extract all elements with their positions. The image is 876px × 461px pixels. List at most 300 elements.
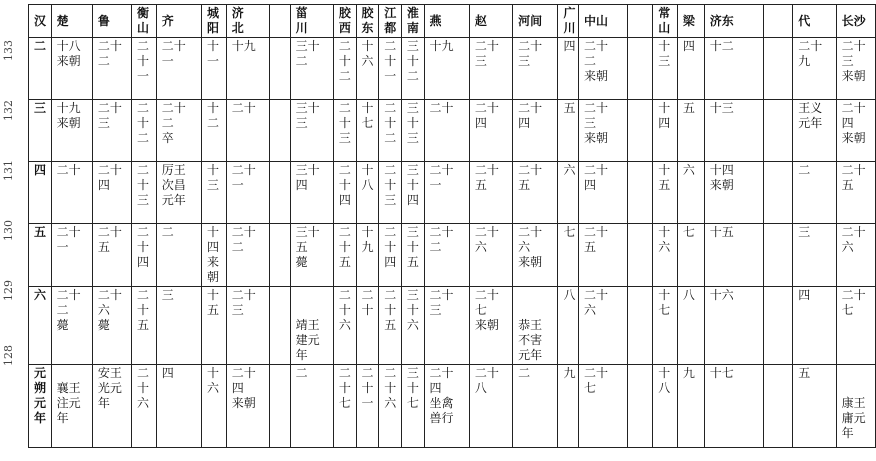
- cell-text: 十七: [709, 366, 734, 380]
- table-cell: [92, 162, 131, 224]
- cell-text: 十 八: [361, 163, 374, 192]
- column-header: [558, 5, 579, 38]
- cell-text: 十 九: [361, 225, 374, 254]
- column-header: [704, 5, 764, 38]
- table-cell: [558, 100, 579, 162]
- table-cell: [333, 38, 356, 100]
- cell-text: 二 十 三: [338, 101, 351, 145]
- table-cell: [92, 365, 131, 448]
- cell-text: 二十 五: [584, 225, 609, 254]
- year-marker: 131: [2, 160, 15, 181]
- column-header-label: 楚: [56, 13, 69, 28]
- table-cell: [764, 100, 793, 162]
- table-cell: [579, 365, 628, 448]
- table-cell: [290, 38, 333, 100]
- table-cell: [677, 162, 704, 224]
- cell-text: 三 十 四: [406, 163, 419, 207]
- cell-text: 二十 四: [584, 163, 609, 192]
- han-year-cell: [29, 162, 52, 224]
- table-cell: [92, 287, 131, 365]
- cell-text: 九: [563, 366, 576, 380]
- table-cell: [424, 38, 469, 100]
- cell-text: 二 十 二: [384, 101, 397, 145]
- table-cell: [469, 162, 512, 224]
- cell-text: 五: [563, 101, 576, 115]
- cell-text: 二十 七 来朝: [474, 288, 499, 332]
- cell-text: 三 十 六: [406, 288, 419, 332]
- table-cell: [653, 100, 678, 162]
- column-header: [29, 5, 52, 38]
- table-cell: [628, 162, 653, 224]
- cell-text: 二十 二: [97, 39, 122, 68]
- cell-text: 二十 七: [841, 288, 866, 317]
- year-marker: 128: [2, 345, 15, 366]
- table-cell: [677, 365, 704, 448]
- table-row: [29, 38, 876, 100]
- cell-text: 二十 二 薨: [56, 288, 81, 332]
- cell-text: 八: [563, 288, 576, 302]
- cell-text: 二十 一: [161, 39, 186, 68]
- table-cell: [51, 38, 92, 100]
- table-cell: [704, 365, 764, 448]
- table-cell: [424, 287, 469, 365]
- cell-text: 二 十 六: [338, 288, 351, 332]
- table-cell: [836, 365, 875, 448]
- cell-text: 二十 三 来朝: [841, 39, 866, 83]
- table-cell: [704, 100, 764, 162]
- cell-text: 七: [563, 225, 576, 239]
- cell-text: 二十 二 卒: [161, 101, 186, 145]
- table-cell: [793, 287, 836, 365]
- cell-text: 九: [682, 366, 695, 380]
- cell-text: 康王 庸元 年: [841, 396, 866, 440]
- cell-text: 二: [798, 163, 811, 177]
- cell-text: 襄王 注元 年: [56, 381, 81, 425]
- cell-text: 三十 三: [295, 101, 320, 130]
- table-cell: [290, 224, 333, 287]
- table-cell: [469, 38, 512, 100]
- table-cell: [704, 287, 764, 365]
- table-cell: [764, 38, 793, 100]
- cell-text: 四: [563, 39, 576, 53]
- cell-text: 十九: [231, 39, 256, 53]
- year-marker: 133: [2, 40, 15, 61]
- table-cell: [764, 162, 793, 224]
- table-cell: [677, 38, 704, 100]
- cell-text: 八: [682, 288, 695, 302]
- table-cell: [401, 287, 424, 365]
- table-cell: [401, 100, 424, 162]
- column-header-label: 菑 川: [295, 6, 308, 35]
- cell-text: 三: [798, 225, 811, 239]
- column-header-label: 胶 西: [338, 6, 351, 35]
- table-cell: [677, 287, 704, 365]
- table-cell: [156, 162, 201, 224]
- table-cell: [469, 287, 512, 365]
- table-cell: [379, 365, 402, 448]
- table-cell: [579, 224, 628, 287]
- column-header-label: 衡 山: [137, 6, 150, 35]
- table-cell: [653, 365, 678, 448]
- cell-text: 五: [34, 225, 47, 239]
- table-cell: [836, 162, 875, 224]
- cell-text: 十 二: [207, 101, 220, 130]
- han-year-cell: [29, 38, 52, 100]
- table-cell: [379, 38, 402, 100]
- table-cell: [513, 224, 558, 287]
- table-cell: [424, 365, 469, 448]
- cell-text: 十 五: [658, 163, 671, 192]
- table-cell: [132, 365, 157, 448]
- cell-text: 四: [161, 366, 174, 380]
- cell-text: 二十 三 来朝: [584, 101, 609, 145]
- cell-text: 二十 三: [429, 288, 454, 317]
- cell-text: 三十 五 薨: [295, 225, 320, 269]
- cell-text: 十六: [709, 288, 734, 302]
- cell-text: 恭王 不害 元年: [518, 318, 543, 362]
- table-cell: [333, 287, 356, 365]
- table-cell: [156, 100, 201, 162]
- cell-text: 十 六: [658, 225, 671, 254]
- cell-text: 二十 六: [474, 225, 499, 254]
- cell-text: 二十 四 来朝: [231, 366, 256, 410]
- cell-text: 二十 四: [518, 101, 543, 130]
- cell-text: 二: [518, 366, 531, 380]
- cell-text: 二 十 二: [137, 101, 150, 145]
- table-cell: [226, 38, 269, 100]
- cell-text: 十四 来朝: [709, 163, 734, 192]
- table-cell: [290, 100, 333, 162]
- cell-text: 二 十 一: [137, 39, 150, 83]
- cell-text: 元 朔 元 年: [34, 366, 47, 425]
- table-cell: [356, 287, 379, 365]
- column-header: [469, 5, 512, 38]
- table-cell: [51, 287, 92, 365]
- cell-text: 六: [682, 163, 695, 177]
- table-cell: [469, 224, 512, 287]
- column-header-label: 常 山: [658, 6, 671, 35]
- table-cell: [270, 224, 291, 287]
- table-cell: [628, 224, 653, 287]
- year-column: [0, 0, 28, 461]
- table-cell: [226, 162, 269, 224]
- table-cell: [513, 38, 558, 100]
- table-cell: [793, 100, 836, 162]
- table-cell: [270, 38, 291, 100]
- cell-text: 五: [682, 101, 695, 115]
- table-cell: [202, 100, 227, 162]
- column-header-label: 梁: [682, 13, 695, 28]
- table-cell: [558, 287, 579, 365]
- cell-text: 六: [34, 288, 47, 302]
- table-cell: [92, 100, 131, 162]
- column-header: [92, 5, 131, 38]
- table-row: [29, 162, 876, 224]
- cell-text: 二十: [429, 101, 454, 115]
- table-cell: [51, 100, 92, 162]
- cell-text: 二 十 六: [137, 366, 150, 410]
- column-header: [764, 5, 793, 38]
- cell-text: 十 七: [361, 101, 374, 130]
- table-cell: [704, 162, 764, 224]
- table-cell: [628, 100, 653, 162]
- table-cell: [793, 224, 836, 287]
- cell-text: 十 六: [207, 366, 220, 395]
- table-cell: [51, 224, 92, 287]
- table-cell: [132, 38, 157, 100]
- cell-text: 十 三: [658, 39, 671, 68]
- chronology-table: [28, 4, 876, 448]
- table-cell: [333, 100, 356, 162]
- cell-text: 二 十 四: [137, 225, 150, 269]
- cell-text: 二十 五: [474, 163, 499, 192]
- table-cell: [401, 38, 424, 100]
- column-header-label: 胶 东: [361, 6, 374, 35]
- table-cell: [226, 287, 269, 365]
- cell-text: 二 十 六: [384, 366, 397, 410]
- column-header-label: 鲁: [97, 13, 110, 28]
- table-cell: [290, 365, 333, 448]
- table-cell: [270, 162, 291, 224]
- cell-text: 二十 七: [584, 366, 609, 395]
- table-cell: [653, 162, 678, 224]
- column-header: [290, 5, 333, 38]
- column-header: [401, 5, 424, 38]
- column-header: [156, 5, 201, 38]
- table-cell: [704, 224, 764, 287]
- cell-text: 二: [295, 366, 308, 380]
- cell-text: 二十 六: [584, 288, 609, 317]
- year-marker: 130: [2, 220, 15, 241]
- cell-text: 二十 二 来朝: [584, 39, 609, 83]
- column-header-label: 城 阳: [207, 6, 220, 35]
- table-cell: [333, 162, 356, 224]
- table-cell: [92, 224, 131, 287]
- table-row: [29, 365, 876, 448]
- cell-text: 二 十 五: [338, 225, 351, 269]
- table-cell: [202, 162, 227, 224]
- cell-text: 二 十 四: [338, 163, 351, 207]
- cell-text: 三 十 五: [406, 225, 419, 269]
- table-cell: [356, 38, 379, 100]
- table-cell: [579, 287, 628, 365]
- cell-text: 四: [34, 163, 47, 177]
- table-cell: [356, 100, 379, 162]
- table-cell: [793, 365, 836, 448]
- table-cell: [558, 38, 579, 100]
- table-cell: [290, 162, 333, 224]
- table-cell: [290, 287, 333, 365]
- cell-text: 十二: [709, 39, 734, 53]
- table-cell: [379, 287, 402, 365]
- cell-text: 二: [161, 225, 174, 239]
- table-cell: [764, 365, 793, 448]
- table-cell: [513, 287, 558, 365]
- cell-text: 十九 来朝: [56, 101, 81, 130]
- column-header-label: 淮 南: [406, 6, 419, 35]
- table-cell: [226, 365, 269, 448]
- cell-text: 二十 九: [798, 39, 823, 68]
- cell-text: 二十 二: [231, 225, 256, 254]
- table-cell: [704, 38, 764, 100]
- column-header: [333, 5, 356, 38]
- cell-text: 二十 一: [231, 163, 256, 192]
- cell-text: 二十 三: [97, 101, 122, 130]
- column-header-label: 江 都: [384, 6, 397, 35]
- column-header: [628, 5, 653, 38]
- table-cell: [836, 100, 875, 162]
- table-row: [29, 287, 876, 365]
- cell-text: 二 十 一: [361, 366, 374, 410]
- cell-text: 二十 六 薨: [97, 288, 122, 332]
- cell-text: 十 四 来 朝: [207, 225, 220, 284]
- column-header-label: 济东: [709, 13, 734, 28]
- table-cell: [202, 287, 227, 365]
- han-year-cell: [29, 100, 52, 162]
- year-marker: 132: [2, 100, 15, 121]
- cell-text: 三 十 三: [406, 101, 419, 145]
- table-cell: [226, 100, 269, 162]
- table-cell: [333, 224, 356, 287]
- table-cell: [333, 365, 356, 448]
- cell-text: 三: [161, 288, 174, 302]
- cell-text: 十 七: [658, 288, 671, 317]
- cell-text: 十 六: [361, 39, 374, 68]
- cell-text: 二十 三: [231, 288, 256, 317]
- table-cell: [579, 162, 628, 224]
- column-header: [836, 5, 875, 38]
- cell-text: 二 十 三: [384, 163, 397, 207]
- cell-text: 二 十 七: [338, 366, 351, 410]
- cell-text: 二十 五: [518, 163, 543, 192]
- table-row: [29, 100, 876, 162]
- han-year-cell: [29, 365, 52, 448]
- han-year-cell: [29, 224, 52, 287]
- table-cell: [356, 162, 379, 224]
- cell-text: 十 四: [658, 101, 671, 130]
- table-cell: [793, 38, 836, 100]
- table-cell: [156, 287, 201, 365]
- table-cell: [558, 224, 579, 287]
- table-cell: [270, 100, 291, 162]
- table-cell: [156, 38, 201, 100]
- table-cell: [836, 38, 875, 100]
- column-header: [202, 5, 227, 38]
- cell-text: 二十: [231, 101, 256, 115]
- table-cell: [677, 100, 704, 162]
- cell-text: 二: [34, 39, 47, 53]
- cell-text: 二十 四 坐禽 兽行: [429, 366, 454, 425]
- cell-text: 三十 二: [295, 39, 320, 68]
- cell-text: 二十 六 来朝: [518, 225, 543, 269]
- table-cell: [836, 287, 875, 365]
- cell-text: 十三: [709, 101, 734, 115]
- cell-text: 五: [798, 366, 811, 380]
- table-cell: [156, 224, 201, 287]
- cell-text: 二 十 五: [137, 288, 150, 332]
- column-header: [793, 5, 836, 38]
- column-header: [51, 5, 92, 38]
- column-header-label: 中山: [584, 13, 609, 28]
- column-header: [424, 5, 469, 38]
- cell-text: 二十 一: [429, 163, 454, 192]
- table-cell: [764, 224, 793, 287]
- table-cell: [132, 224, 157, 287]
- cell-text: 二十 五: [841, 163, 866, 192]
- column-header-label: 赵: [474, 13, 487, 28]
- table-cell: [764, 287, 793, 365]
- table-cell: [653, 224, 678, 287]
- cell-text: 二十 一: [56, 225, 81, 254]
- column-header: [653, 5, 678, 38]
- column-header: [513, 5, 558, 38]
- column-header-label: 燕: [429, 13, 442, 28]
- cell-text: 十八 来朝: [56, 39, 81, 68]
- table-cell: [579, 38, 628, 100]
- cell-text: 十五: [709, 225, 734, 239]
- table-cell: [51, 162, 92, 224]
- table-cell: [653, 38, 678, 100]
- cell-text: 二十 三: [518, 39, 543, 68]
- cell-text: 二十 四: [474, 101, 499, 130]
- column-header-label: 齐: [161, 13, 174, 28]
- cell-text: 十九: [429, 39, 454, 53]
- table-cell: [156, 365, 201, 448]
- table-cell: [270, 287, 291, 365]
- table-cell: [628, 365, 653, 448]
- table-cell: [424, 162, 469, 224]
- table-cell: [424, 100, 469, 162]
- table-cell: [513, 162, 558, 224]
- table-cell: [469, 365, 512, 448]
- table-cell: [401, 365, 424, 448]
- table-cell: [132, 287, 157, 365]
- table-cell: [793, 162, 836, 224]
- column-header: [579, 5, 628, 38]
- cell-text: 厉王 次昌 元年: [161, 163, 186, 207]
- cell-text: 二 十 四: [384, 225, 397, 269]
- table-cell: [469, 100, 512, 162]
- table-cell: [579, 100, 628, 162]
- column-header-label: 长沙: [841, 13, 866, 28]
- table-cell: [653, 287, 678, 365]
- cell-text: 七: [682, 225, 695, 239]
- column-header-label: 代: [798, 13, 811, 28]
- cell-text: 二十 五: [97, 225, 122, 254]
- table-cell: [92, 38, 131, 100]
- han-year-cell: [29, 287, 52, 365]
- column-header: [132, 5, 157, 38]
- table-cell: [513, 365, 558, 448]
- cell-text: 二十 八: [474, 366, 499, 395]
- table-cell: [513, 100, 558, 162]
- table-cell: [51, 365, 92, 448]
- table-row: [29, 224, 876, 287]
- column-header-label: 济 北: [231, 6, 244, 35]
- cell-text: 二十 四: [97, 163, 122, 192]
- column-header: [270, 5, 291, 38]
- cell-text: 十 五: [207, 288, 220, 317]
- table-cell: [356, 224, 379, 287]
- table-cell: [677, 224, 704, 287]
- column-header: [356, 5, 379, 38]
- cell-text: 十 三: [207, 163, 220, 192]
- column-header: [379, 5, 402, 38]
- cell-text: 二 十 二: [338, 39, 351, 83]
- cell-text: 王义 元年: [798, 101, 823, 130]
- table-cell: [379, 162, 402, 224]
- cell-text: 十 八: [658, 366, 671, 395]
